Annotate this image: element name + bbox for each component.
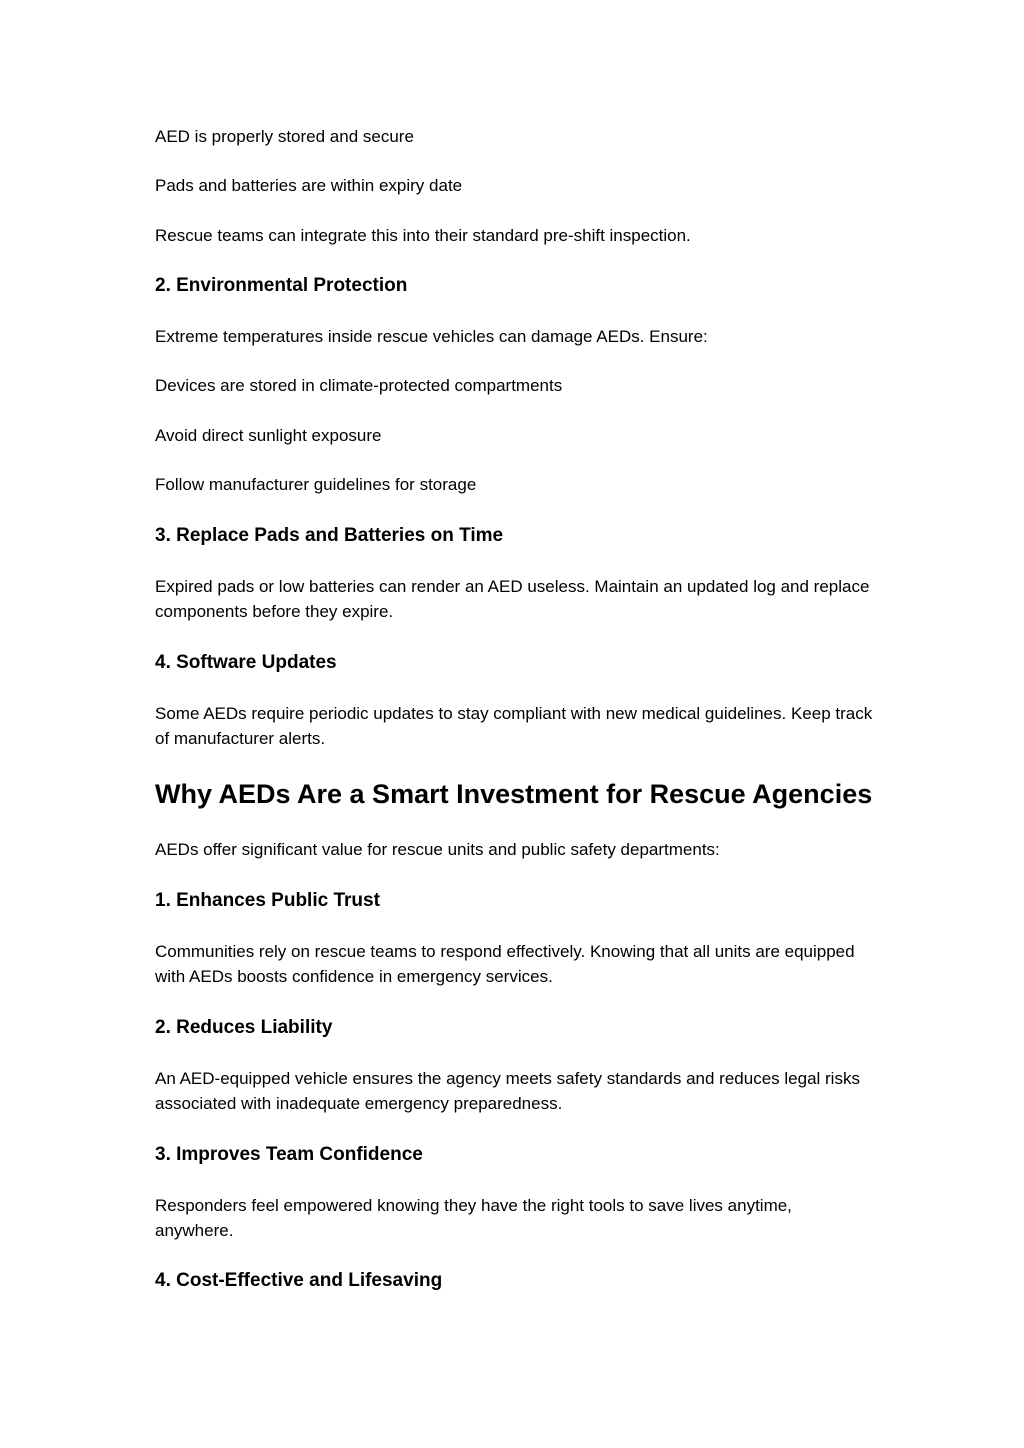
section-heading: 4. Cost-Effective and Lifesaving bbox=[155, 1270, 443, 1291]
paragraph: AEDs offer significant value for rescue units and public safety departments: bbox=[155, 840, 720, 859]
paragraph: Avoid direct sunlight exposure bbox=[155, 426, 382, 445]
paragraph: Some AEDs require periodic updates to stay compliant with new medical guidelines. Keep track of manufacturer alerts. bbox=[155, 704, 873, 748]
paragraph: An AED-equipped vehicle ensures the agency meets safety standards and reduces legal risks associated with inadequate emergency preparedness. bbox=[155, 1069, 860, 1113]
paragraph: Pads and batteries are within expiry date bbox=[155, 176, 463, 195]
section-heading: 3. Replace Pads and Batteries on Time bbox=[155, 525, 504, 546]
main-heading: Why AEDs Are a Smart Investment for Rescue Agencies bbox=[155, 779, 873, 809]
section-heading: 2. Environmental Protection bbox=[155, 275, 408, 296]
paragraph: Extreme temperatures inside rescue vehicles can damage AEDs. Ensure: bbox=[155, 327, 708, 346]
section-heading: 2. Reduces Liability bbox=[155, 1017, 333, 1038]
paragraph: Communities rely on rescue teams to respond effectively. Knowing that all units are equipped with AEDs boosts confidence in emergency services. bbox=[155, 942, 855, 986]
section-heading: 1. Enhances Public Trust bbox=[155, 890, 380, 911]
section-heading: 3. Improves Team Confidence bbox=[155, 1144, 423, 1165]
paragraph: Devices are stored in climate-protected compartments bbox=[155, 376, 563, 395]
paragraph: Follow manufacturer guidelines for storage bbox=[155, 475, 477, 494]
paragraph: Expired pads or low batteries can render an AED useless. Maintain an updated log and replace components before they expire. bbox=[155, 577, 870, 621]
paragraph: Rescue teams can integrate this into their standard pre-shift inspection. bbox=[155, 226, 691, 245]
section-heading: 4. Software Updates bbox=[155, 652, 337, 673]
paragraph: Responders feel empowered knowing they have the right tools to save lives anytime, anywhere. bbox=[155, 1196, 792, 1240]
paragraph: AED is properly stored and secure bbox=[155, 127, 414, 146]
